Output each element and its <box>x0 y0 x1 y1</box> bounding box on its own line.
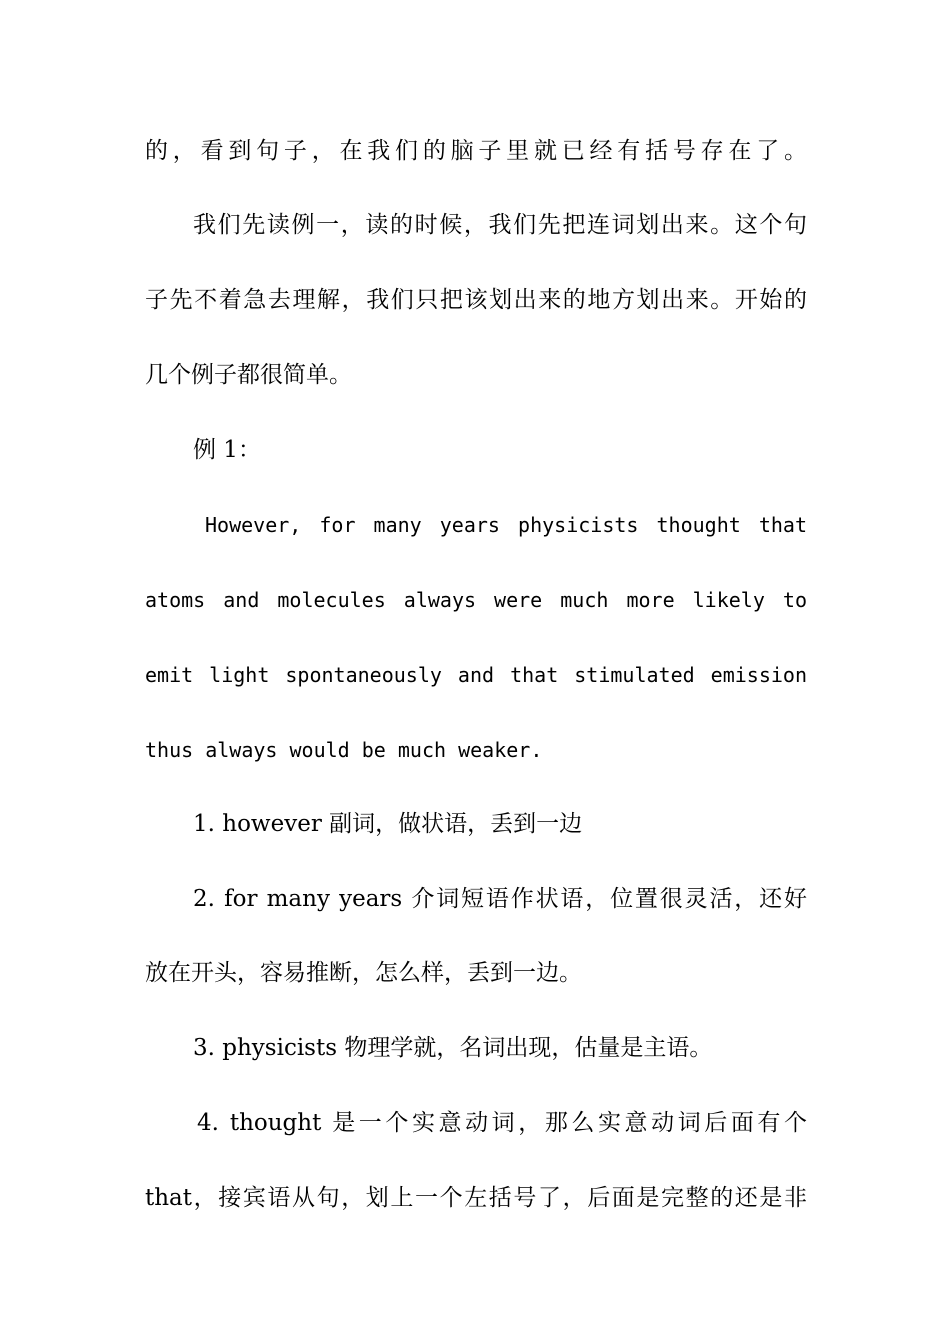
paragraph-line: 放在开头，容易推断，怎么样，丢到一边。 <box>145 960 582 986</box>
example-sentence-line: However, for many years physicists thought that <box>205 513 807 537</box>
analysis-item-2: 2. for many years 介词短语作状语，位置很灵活，还好 <box>193 886 807 912</box>
paragraph-line: 的，看到句子，在我们的脑子里就已经有括号存在了。 <box>145 138 807 164</box>
example-sentence-line: emit light spontaneously and that stimulated emission <box>145 663 807 687</box>
paragraph-line: 我们先读例一，读的时候，我们先把连词划出来。这个句 <box>193 212 807 238</box>
example-heading: 例 1： <box>193 437 261 463</box>
example-sentence-line: thus always would be much weaker. <box>145 738 543 762</box>
example-sentence-line: atoms and molecules always were much more likely to <box>145 588 807 612</box>
paragraph-line: 几个例子都很简单。 <box>145 362 352 388</box>
paragraph-line: 子先不着急去理解，我们只把该划出来的地方划出来。开始的 <box>145 287 807 313</box>
analysis-item-4: 4. thought 是一个实意动词，那么实意动词后面有个 <box>197 1110 807 1136</box>
analysis-item-1: 1. however 副词，做状语，丢到一边 <box>193 811 583 837</box>
paragraph-line: that，接宾语从句，划上一个左括号了，后面是完整的还是非 <box>145 1185 807 1211</box>
analysis-item-3: 3. physicists 物理学就，名词出现，估量是主语。 <box>193 1035 713 1061</box>
